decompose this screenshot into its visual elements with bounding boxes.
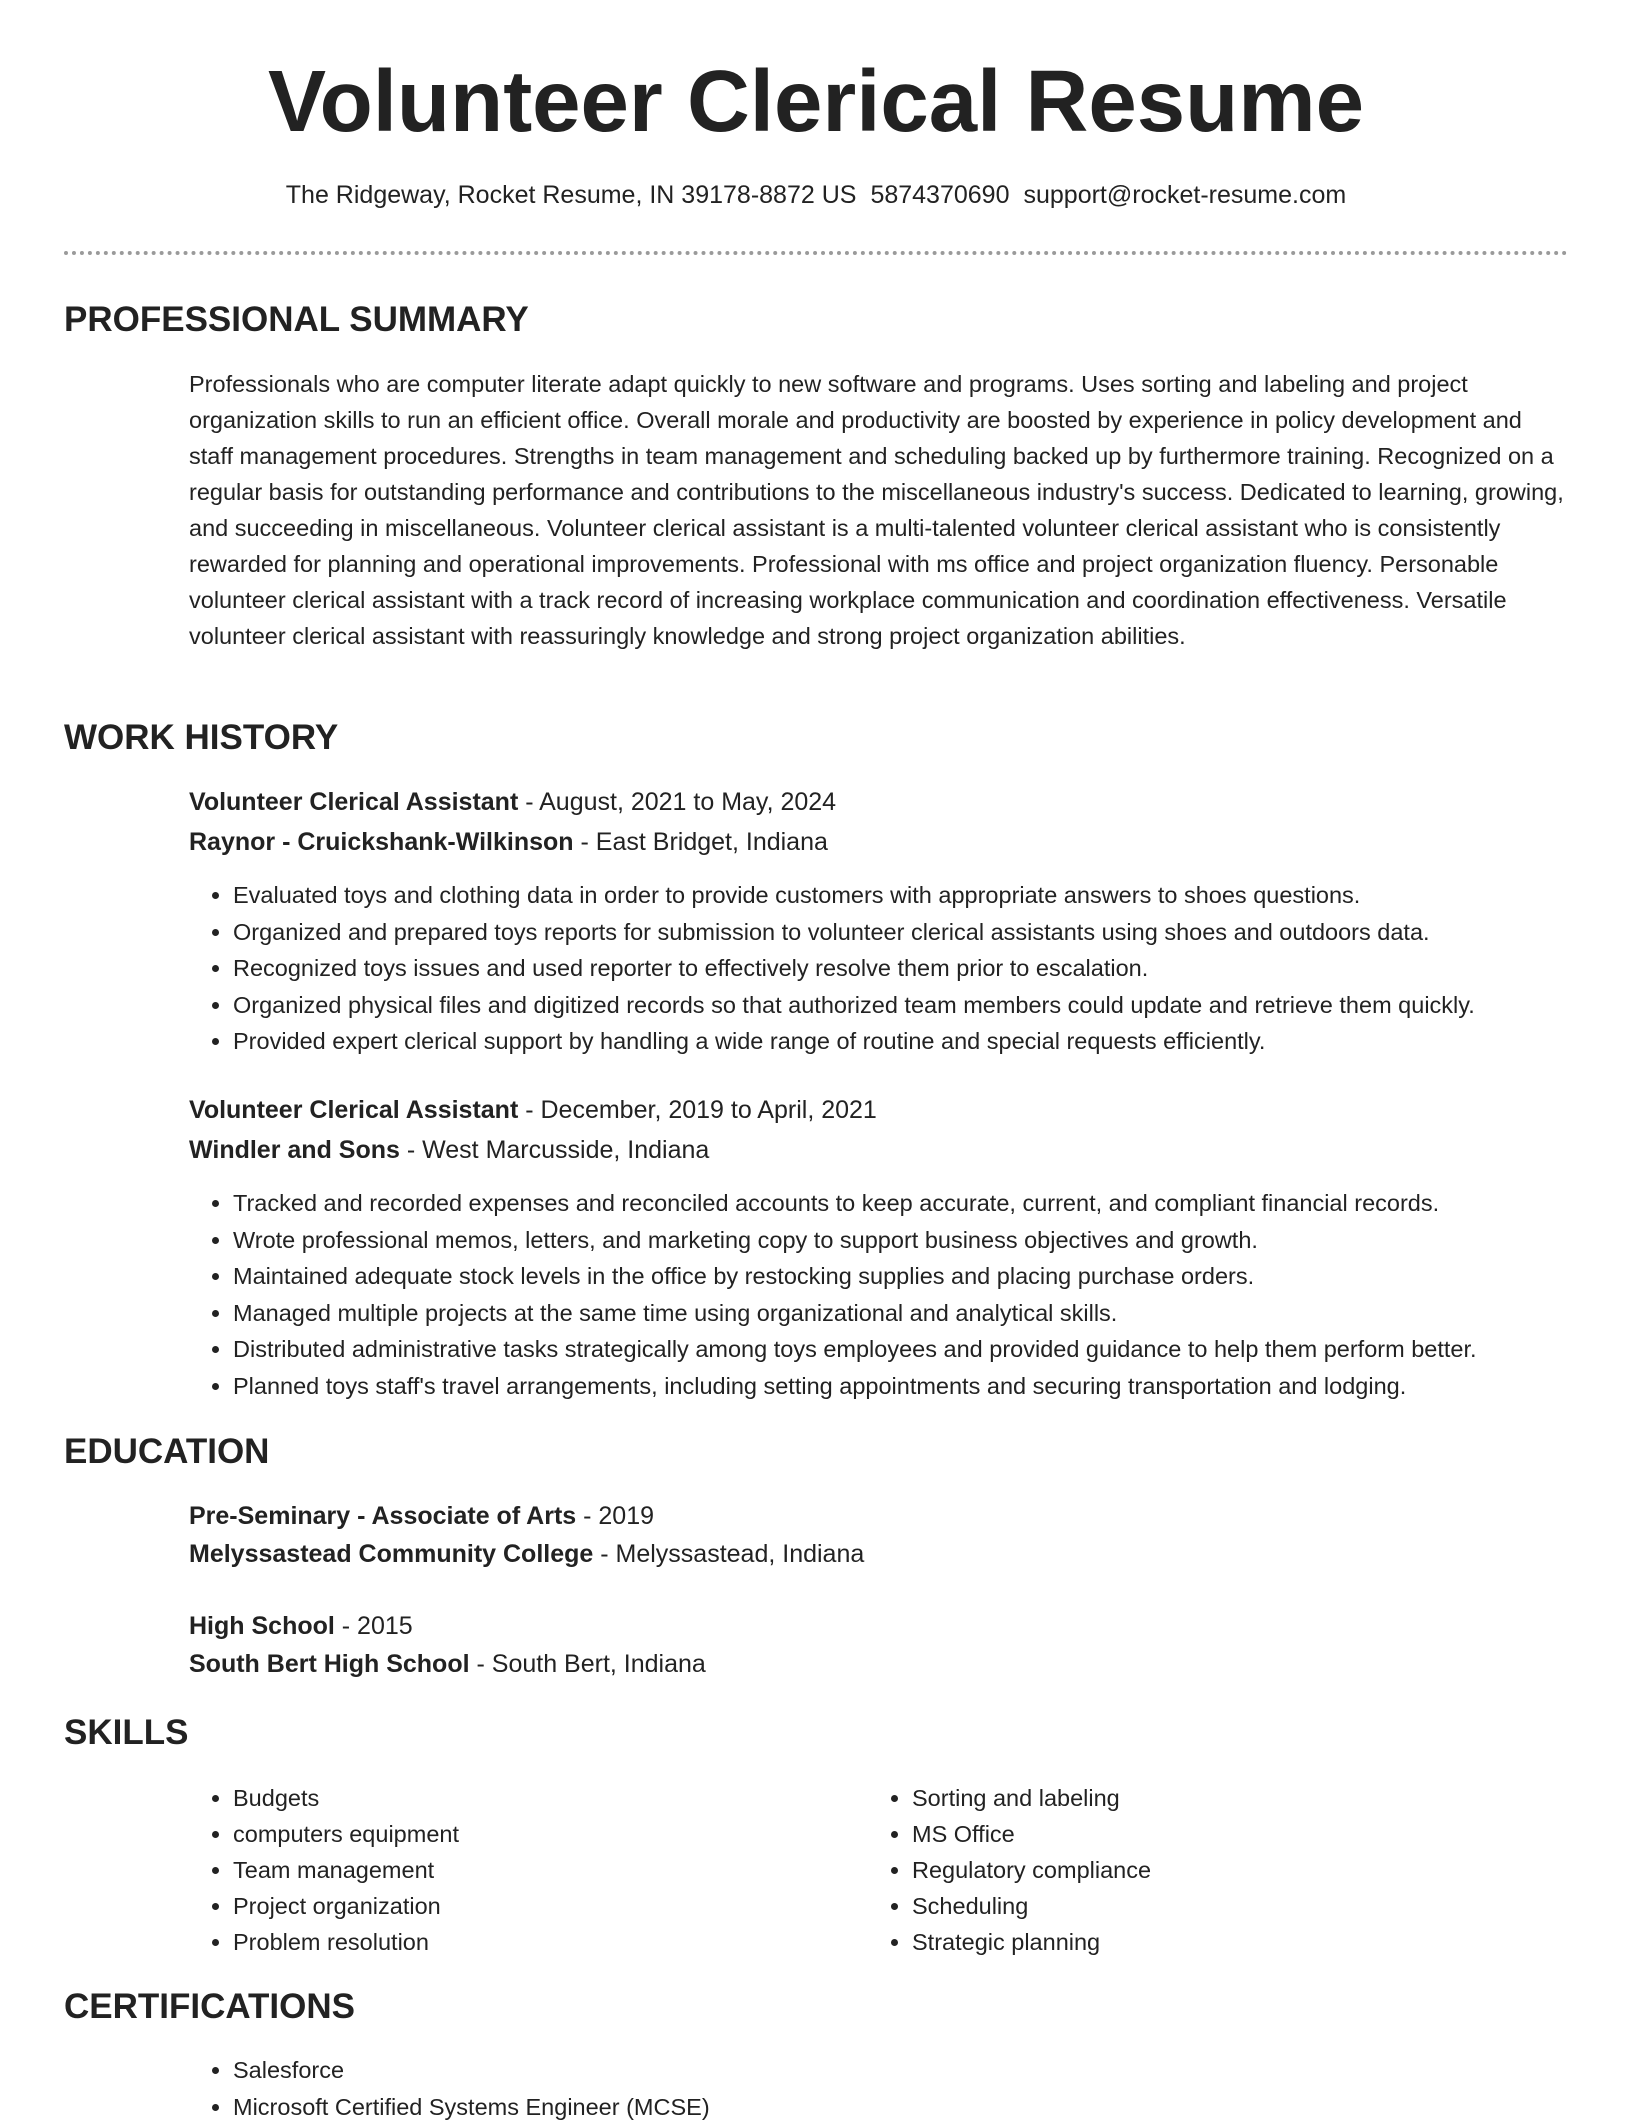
list-item: • Team management xyxy=(233,1852,459,1888)
job-2-bullets xyxy=(189,1185,1623,1404)
edu-2-degree: High School xyxy=(189,1612,335,1640)
job-1-company-line xyxy=(189,825,1569,859)
list-item: • computers equipment xyxy=(233,1816,459,1852)
edu-1-school: Melyssastead Community College xyxy=(189,1540,593,1568)
list-item: • MS Office xyxy=(912,1816,1151,1852)
job-1-title-line xyxy=(189,785,1569,819)
edu-2-school: South Bert High School xyxy=(189,1650,470,1678)
edu-2-school-line xyxy=(189,1647,1569,1681)
edu-2-degree-line xyxy=(189,1609,1569,1643)
list-item: • Scheduling xyxy=(912,1888,1151,1924)
list-item: • Tracked and recorded expenses and reconciled accounts to keep accurate, current, and compliant financial records. xyxy=(233,1185,1623,1222)
certifications-list xyxy=(189,2052,1623,2125)
job-2-location: - West Marcusside, Indiana xyxy=(400,1136,709,1164)
education-heading: EDUCATION xyxy=(64,1433,269,1472)
contact-line xyxy=(0,180,1632,210)
skills-grid xyxy=(189,1780,1569,1970)
job-1-company: Raynor - Cruickshank-Wilkinson xyxy=(189,828,574,856)
skills-right-column xyxy=(868,1780,1151,1960)
list-item: • Maintained adequate stock levels in the office by restocking supplies and placing purchase orders. xyxy=(233,1258,1623,1295)
contact-phone: 5874370690 xyxy=(870,181,1009,209)
list-item: • Organized and prepared toys reports for submission to volunteer clerical assistants using shoes and outdoors data. xyxy=(233,914,1623,951)
job-1-bullets xyxy=(189,877,1623,1060)
list-item: • Organized physical files and digitized records so that authorized team members could update and retrieve them quickly. xyxy=(233,987,1623,1024)
edu-2-year: - 2015 xyxy=(335,1612,413,1640)
job-1-location: - East Bridget, Indiana xyxy=(574,828,828,856)
list-item: • Problem resolution xyxy=(233,1924,459,1960)
list-item: • Managed multiple projects at the same time using organizational and analytical skills. xyxy=(233,1295,1623,1332)
job-2-title: Volunteer Clerical Assistant xyxy=(189,1096,518,1124)
list-item: • Recognized toys issues and used reporter to effectively resolve them prior to escalation. xyxy=(233,950,1623,987)
work-history-heading: WORK HISTORY xyxy=(64,719,338,758)
skills-heading: SKILLS xyxy=(64,1714,188,1753)
list-item: • Budgets xyxy=(233,1780,459,1816)
summary-heading: PROFESSIONAL SUMMARY xyxy=(64,301,529,340)
job-1-title: Volunteer Clerical Assistant xyxy=(189,788,518,816)
job-2-company: Windler and Sons xyxy=(189,1136,400,1164)
list-item: • Provided expert clerical support by handling a wide range of routine and special requests efficiently. xyxy=(233,1023,1623,1060)
header-divider xyxy=(64,251,1568,255)
resume-title: Volunteer Clerical Resume xyxy=(0,52,1632,152)
list-item: • Planned toys staff's travel arrangements, including setting appointments and securing transportation and lodging. xyxy=(233,1368,1623,1405)
list-item: • Strategic planning xyxy=(912,1924,1151,1960)
list-item: • Project organization xyxy=(233,1888,459,1924)
list-item: • Salesforce xyxy=(233,2052,1623,2089)
contact-email: support@rocket-resume.com xyxy=(1023,181,1346,209)
list-item: • Evaluated toys and clothing data in order to provide customers with appropriate answers to shoes questions. xyxy=(233,877,1623,914)
edu-2-location: - South Bert, Indiana xyxy=(470,1650,706,1678)
list-item: • Microsoft Certified Systems Engineer (MCSE) xyxy=(233,2089,1623,2125)
skills-left-column xyxy=(189,1780,459,1960)
list-item: • Sorting and labeling xyxy=(912,1780,1151,1816)
job-2-company-line xyxy=(189,1133,1569,1167)
job-1-dates: - August, 2021 to May, 2024 xyxy=(518,788,836,816)
list-item: • Regulatory compliance xyxy=(912,1852,1151,1888)
certifications-heading: CERTIFICATIONS xyxy=(64,1988,355,2027)
list-item: • Distributed administrative tasks strategically among toys employees and provided guidance to help them perform better. xyxy=(233,1331,1623,1368)
list-item: • Wrote professional memos, letters, and marketing copy to support business objectives and growth. xyxy=(233,1222,1623,1259)
edu-1-year: - 2019 xyxy=(576,1502,654,1530)
edu-1-degree-line xyxy=(189,1499,1569,1533)
job-2-dates: - December, 2019 to April, 2021 xyxy=(518,1096,877,1124)
edu-1-location: - Melyssastead, Indiana xyxy=(593,1540,864,1568)
summary-text: Professionals who are computer literate adapt quickly to new software and programs. Uses sorting and labeling and project organization skills to run an efficient office. Overall morale and productivity are boosted by experience in policy development and staff management procedures. Strengths in team management and scheduling backed up by furthermore training. Recognized on a regular basis for outstanding performance and contributions to the miscellaneous industry's success. Dedicated to learning, growing, and succeeding in miscellaneous. Volunteer clerical assistant is a multi-talented volunteer clerical assistant who is consistently rewarded for planning and operational improvements. Professional with ms office and project organization fluency. Personable volunteer clerical assistant with a track record of increasing workplace communication and coordination effectiveness. Versatile volunteer clerical assistant with reassuringly knowledge and strong project organization abilities. xyxy=(189,366,1569,654)
job-2-title-line xyxy=(189,1093,1569,1127)
edu-1-degree: Pre-Seminary - Associate of Arts xyxy=(189,1502,576,1530)
contact-address: The Ridgeway, Rocket Resume, IN 39178-8872 US xyxy=(286,181,857,209)
edu-1-school-line xyxy=(189,1537,1569,1571)
